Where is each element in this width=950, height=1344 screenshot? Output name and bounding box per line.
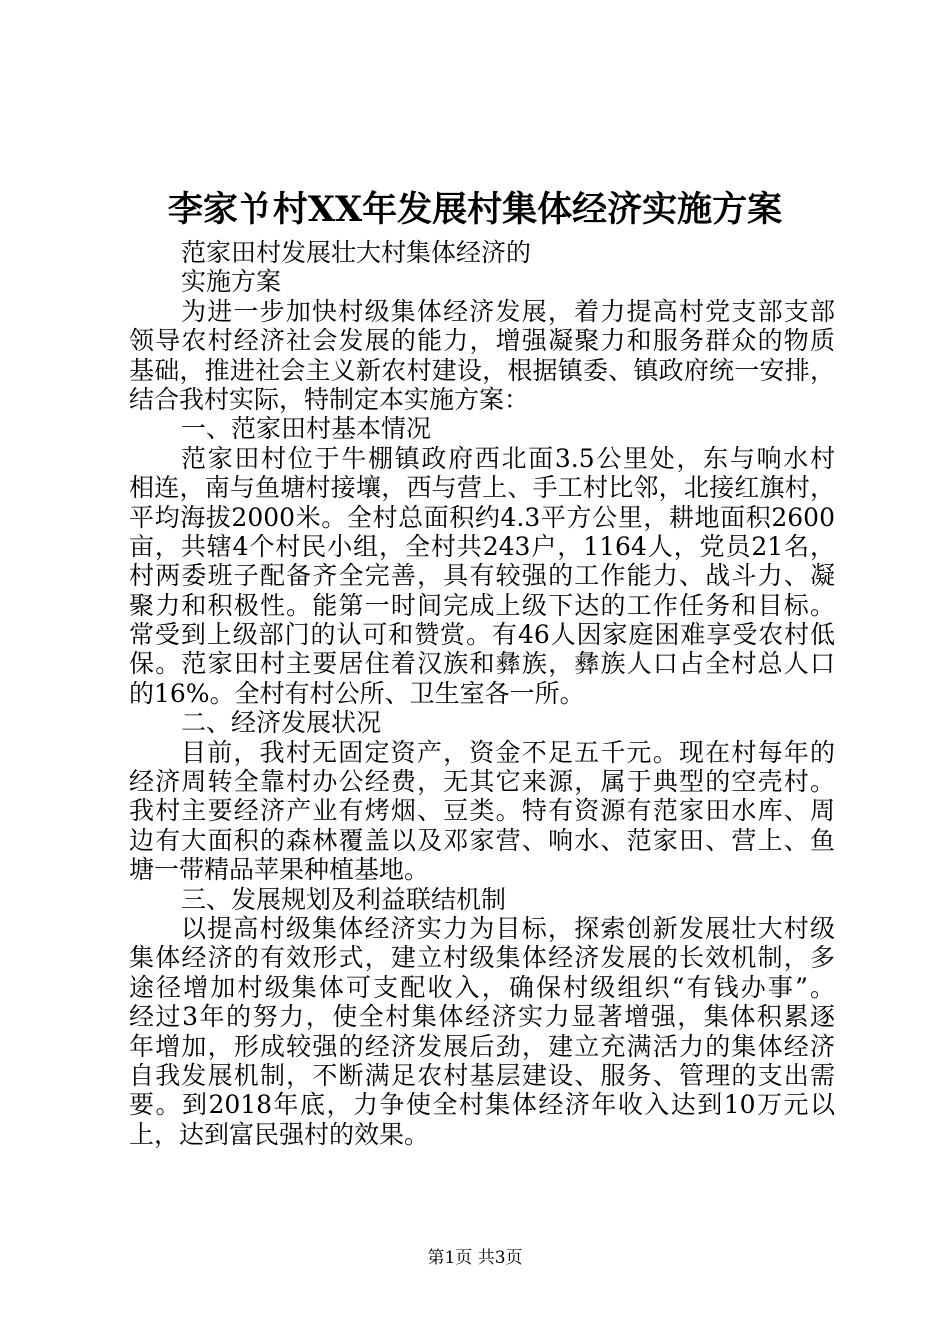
text-line: 平均海拔2000米。全村总面积约4.3平方公里，耕地面积2600 [129,502,835,532]
text-line: 范家田村位于牛棚镇政府西北面3.5公里处，东与响水村 [181,443,835,473]
text-line: 要。到2018年底，力争使全村集体经济年收入达到10万元以 [129,1090,835,1120]
text-line: 边有大面积的森林覆盖以及邓家营、响水、范家田、营上、鱼 [129,825,835,855]
text-line: 的16%。全村有村公所、卫生室各一所。 [129,678,585,708]
text-line: 保。范家田村主要居住着汉族和彝族，彝族人口占全村总人口 [129,649,835,679]
text-line: 聚力和积极性。能第一时间完成上级下达的工作任务和目标。 [129,590,835,620]
page-footer: 第1页 共3页 [427,1248,523,1268]
text-line: 目前，我村无固定资产，资金不足五千元。现在村每年的 [181,737,835,767]
text-line: 一、范家田村基本情况 [181,414,432,444]
text-line: 自我发展机制，不断满足农村基层建设、服务、管理的支出需 [129,1060,835,1090]
text-line: 年增加，形成较强的经济发展后劲，建立充满活力的集体经济 [129,1031,835,1061]
text-line: 实施方案 [181,267,282,297]
text-line: 二、经济发展状况 [181,708,382,738]
text-line: 集体经济的有效形式，建立村级集体经济发展的长效机制，多 [129,943,835,973]
text-line: 常受到上级部门的认可和赞赏。有46人因家庭困难享受农村低 [129,620,835,650]
text-line: 基础，推进社会主义新农村建设，根据镇委、镇政府统一安排， [129,355,835,385]
document-title: 李家兯村XX年发展村集体经济实施方案 [167,189,783,230]
text-line: 亩，共辖4个村民小组，全村共243户，1164人，党员21名， [129,531,835,561]
text-line: 范家田村发展壮大村集体经济的 [181,238,532,267]
text-line: 村两委班子配备齐全完善，具有较强的工作能力、战斗力、凝 [129,561,835,591]
text-line: 经过3年的努力，使全村集体经济实力显著增强，集体积累逐 [129,1002,835,1032]
text-line: 以提高村级集体经济实力为目标，探索创新发展壮大村级 [181,913,835,943]
text-line: 塘一带精品苹果种植基地。 [129,855,430,885]
text-line: 结合我村实际，特制定本实施方案： [129,384,530,414]
text-line: 途径增加村级集体可支配收入，确保村级组织“有钱办事”。 [129,972,835,1002]
document-body [129,238,835,1149]
text-line: 为进一步加快村级集体经济发展，着力提高村党支部支部 [181,296,835,326]
text-line: 相连，南与鱼塘村接壤，西与营上、手工村比邻，北接红旗村， [129,473,835,503]
text-line: 经济周转全靠村办公经费，无其它来源，属于典型的空壳村。 [129,767,835,797]
text-line: 上，达到富民强村的效果。 [129,1119,430,1149]
text-line: 我村主要经济产业有烤烟、豆类。特有资源有范家田水库、周 [129,796,835,826]
text-line: 三、发展规划及利益联结机制 [181,884,507,914]
text-line: 领导农村经济社会发展的能力，增强凝聚力和服务群众的物质 [129,326,835,356]
